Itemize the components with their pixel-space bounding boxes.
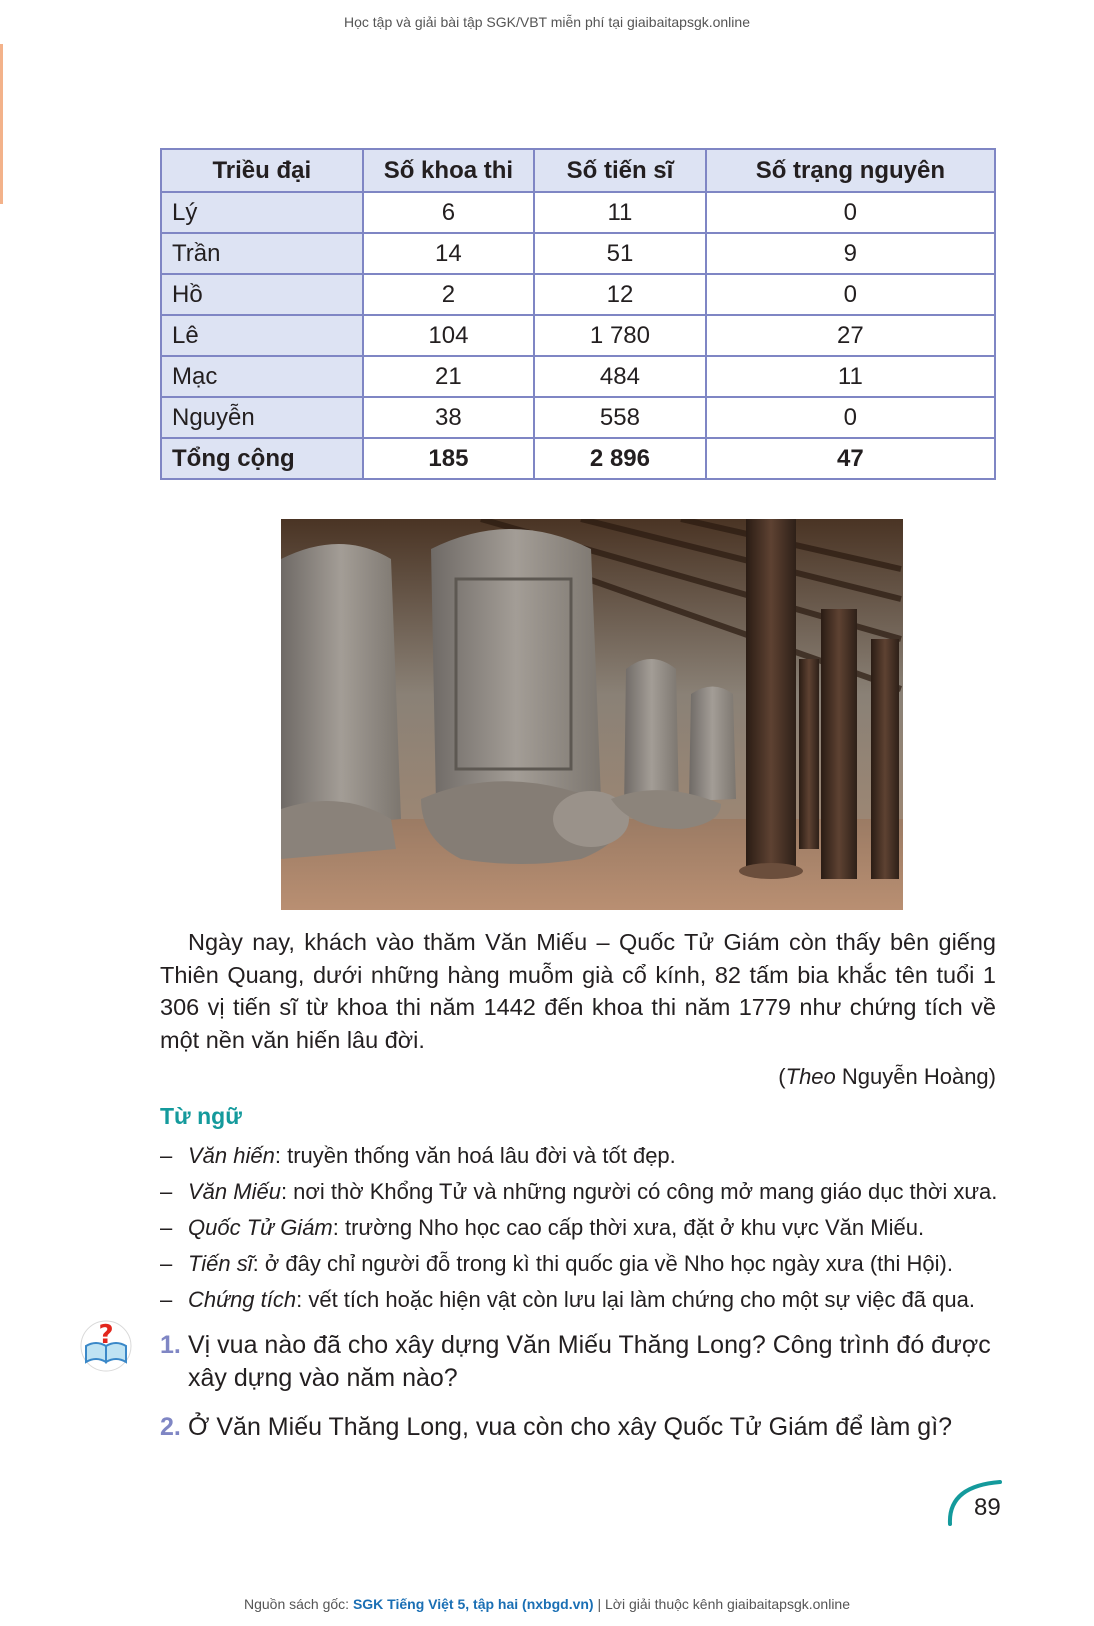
laureates-cell: 27 (706, 315, 995, 356)
footer-prefix: Nguồn sách gốc: (243, 1596, 353, 1612)
dynasty-cell: Mạc (161, 356, 363, 397)
table-row (161, 192, 995, 233)
laureates-cell: 0 (706, 397, 995, 438)
question-item (160, 1329, 1000, 1395)
footer (0, 1596, 1094, 1612)
laureates-cell: 9 (706, 233, 995, 274)
page-number: 89 (974, 1494, 1001, 1521)
page-edge-strip (0, 44, 3, 204)
vocab-definition: : ở đây chỉ người đỗ trong kì thi quốc gia về Nho học ngày xưa (thi Hội). (252, 1251, 953, 1276)
exams-cell: 21 (363, 356, 535, 397)
vocab-definition: : nơi thờ Khổng Tử và những người có công mở mang giáo dục thời xưa. (280, 1179, 998, 1204)
exams-cell: 6 (363, 192, 535, 233)
laureates-cell: 0 (706, 192, 995, 233)
list-item (160, 1282, 1000, 1318)
col-header-dynasty: Triều đại (161, 149, 363, 192)
question-text: Ở Văn Miếu Thăng Long, vua còn cho xây Quốc Tử Giám để làm gì? (188, 1413, 953, 1441)
footer-book-link[interactable]: SGK Tiếng Việt 5, tập hai (nxbgd.vn) (352, 1596, 594, 1612)
table-row (161, 315, 995, 356)
question-item (160, 1411, 1000, 1444)
exams-cell: 104 (363, 315, 535, 356)
stone-steles-illustration (281, 519, 903, 910)
doctors-cell: 11 (534, 192, 706, 233)
doctors-cell: 484 (534, 356, 706, 397)
doctors-cell: 51 (534, 233, 706, 274)
table-row (161, 233, 995, 274)
page-number-badge (938, 1474, 1018, 1534)
question-number: 2. (160, 1413, 181, 1441)
dynasty-cell: Lê (161, 315, 363, 356)
questions-section (160, 1329, 1000, 1460)
vocab-term: Văn Miếu (188, 1179, 281, 1204)
doctors-cell: 12 (534, 274, 706, 315)
total-doctors-cell: 2 896 (534, 438, 706, 479)
table-row (161, 274, 995, 315)
question-number: 1. (160, 1331, 181, 1359)
list-dash: – (160, 1179, 173, 1204)
list-dash: – (160, 1287, 173, 1312)
table-header-row (161, 149, 995, 192)
vocab-term: Tiến sĩ (188, 1251, 253, 1276)
col-header-doctors: Số tiến sĩ (534, 149, 706, 192)
stone-steles-photo (281, 519, 903, 910)
list-item (160, 1246, 1000, 1282)
list-item (160, 1210, 1000, 1246)
source-citation (778, 1064, 996, 1090)
laureates-cell: 0 (706, 274, 995, 315)
paragraph-text: Ngày nay, khách vào thăm Văn Miếu – Quốc Tử Giám còn thấy bên giếng Thiên Quang, dưới những hàng muỗm già cổ kính, 82 tấm bia khắc tên tuổi 1 306 vị tiến sĩ từ khoa thi năm 1442 đến khoa thi năm 1779 như chứng tích về một nền văn hiến lâu đời. (160, 929, 996, 1053)
vocab-term: Văn hiến (188, 1143, 275, 1168)
citation-theo: Theo (785, 1064, 836, 1089)
table-row (161, 397, 995, 438)
question-book-icon (78, 1316, 134, 1377)
dynasty-cell: Nguyễn (161, 397, 363, 438)
doctors-cell: 558 (534, 397, 706, 438)
list-dash: – (160, 1143, 173, 1168)
svg-text:?: ? (98, 1320, 114, 1350)
col-header-top-laureates: Số trạng nguyên (706, 149, 995, 192)
exams-cell: 2 (363, 274, 535, 315)
total-laureates-cell: 47 (706, 438, 995, 479)
question-text: Vị vua nào đã cho xây dựng Văn Miếu Thăng Long? Công trình đó được xây dựng vào năm nào? (188, 1331, 991, 1392)
exams-cell: 38 (363, 397, 535, 438)
table-total-row (161, 438, 995, 479)
total-label-cell: Tổng cộng (161, 438, 363, 479)
citation-author: Nguyễn Hoàng) (835, 1064, 996, 1089)
vocab-definition: : trường Nho học cao cấp thời xưa, đặt ở khu vực Văn Miếu. (332, 1215, 925, 1240)
list-item (160, 1138, 1000, 1174)
doctors-cell: 1 780 (534, 315, 706, 356)
vocab-definition: : truyền thống văn hoá lâu đời và tốt đẹp. (274, 1143, 676, 1168)
dynasty-cell: Trần (161, 233, 363, 274)
dynasty-cell: Hồ (161, 274, 363, 315)
list-dash: – (160, 1215, 173, 1240)
reading-paragraph (160, 926, 996, 1056)
vocabulary-heading: Từ ngữ (160, 1103, 242, 1129)
dynasty-cell: Lý (161, 192, 363, 233)
citation-open-paren: ( (778, 1064, 786, 1089)
total-exams-cell: 185 (363, 438, 535, 479)
table-row (161, 356, 995, 397)
footer-suffix: | Lời giải thuộc kênh giaibaitapsgk.online (593, 1596, 851, 1612)
list-item (160, 1174, 1000, 1210)
vocab-definition: : vết tích hoặc hiện vật còn lưu lại làm chứng cho một sự việc đã qua. (296, 1287, 975, 1312)
exams-cell: 14 (363, 233, 535, 274)
vocab-term: Quốc Tử Giám (188, 1215, 333, 1240)
laureates-cell: 11 (706, 356, 995, 397)
vocab-term: Chứng tích (188, 1287, 297, 1312)
top-note: Học tập và giải bài tập SGK/VBT miễn phí tại giaibaitapsgk.online (344, 14, 750, 30)
list-dash: – (160, 1251, 173, 1276)
dynasty-exam-table (160, 148, 996, 480)
vocabulary-list (160, 1138, 1000, 1318)
col-header-exams: Số khoa thi (363, 149, 535, 192)
